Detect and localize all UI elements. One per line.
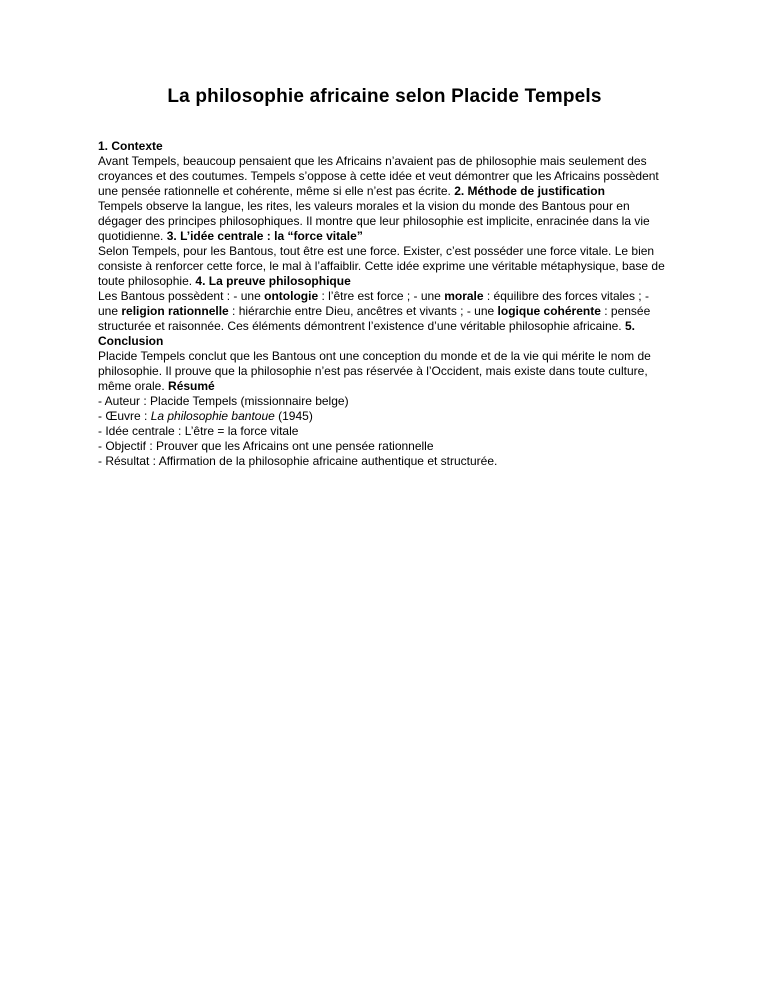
paragraph-idee-centrale xyxy=(98,244,671,289)
book-title-run: La philosophie bantoue xyxy=(150,409,275,423)
paragraph-preuve xyxy=(98,289,671,349)
text-run: Tempels observe la langue, les rites, les valeurs morales et la vision du monde des Bantous pour en dégager des principes philosophiques. Il montre que leur philosophie est implicite, enracinée dans la vie quotidienne. xyxy=(98,199,650,243)
text-run: : hiérarchie entre Dieu, ancêtres et vivants ; - une xyxy=(228,304,498,318)
text-run: (1945) xyxy=(274,409,313,423)
list-item-objectif xyxy=(98,439,671,454)
inline-heading-idee-centrale: 3. L’idée centrale : la “force vitale” xyxy=(166,229,363,243)
text-run: Les Bantous possèdent : - une xyxy=(98,289,265,303)
inline-heading-conclusion: 5. Conclusion xyxy=(98,319,635,348)
text-run: - Résultat : Affirmation de la philosophie africaine authentique et structurée. xyxy=(98,454,498,468)
list-item-oeuvre xyxy=(98,409,671,424)
paragraph-conclusion xyxy=(98,349,671,394)
text-run: Placide Tempels conclut que les Bantous ont une conception du monde et de la vie qui mérite le nom de philosophie. Il prouve que la philosophie n’est pas réservée à l’Occident, mais existe dans toute culture, même orale. xyxy=(98,349,651,393)
heading-run: 1. Contexte xyxy=(98,139,163,153)
list-item-idee-centrale xyxy=(98,424,671,439)
term-logique-coherente: logique cohérente xyxy=(497,304,601,318)
text-run: : l’être est force ; - une xyxy=(318,289,445,303)
document-body xyxy=(98,139,671,469)
list-item-auteur xyxy=(98,394,671,409)
section-heading-contexte xyxy=(98,139,671,154)
inline-heading-preuve: 4. La preuve philosophique xyxy=(195,274,351,288)
text-run: - Œuvre : xyxy=(98,409,151,423)
paragraph-methode xyxy=(98,199,671,244)
inline-heading-methode: 2. Méthode de justification xyxy=(454,184,605,198)
text-run: Avant Tempels, beaucoup pensaient que les Africains n’avaient pas de philosophie mais seulement des croyances et des coutumes. Tempels s’oppose à cette idée et veut démontrer que les Africains possèdent une pensée rationnelle et cohérente, même si elle n’est pas écrite. xyxy=(98,154,659,198)
document-title: La philosophie africaine selon Placide Tempels xyxy=(167,86,602,107)
term-morale: morale xyxy=(444,289,484,303)
text-run: : équilibre des forces vitales ; - une xyxy=(98,289,649,318)
inline-heading-resume: Résumé xyxy=(168,379,215,393)
text-run: - Auteur : Placide Tempels (missionnaire belge) xyxy=(98,394,349,408)
text-run: - Idée centrale : L’être = la force vitale xyxy=(98,424,299,438)
text-run: : pensée structurée et raisonnée. Ces éléments démontrent l’existence d’une véritable philosophie africaine. xyxy=(98,304,651,333)
paragraph-contexte xyxy=(98,154,671,199)
list-item-resultat xyxy=(98,454,671,469)
term-ontologie: ontologie xyxy=(264,289,319,303)
term-religion-rationnelle: religion rationnelle xyxy=(121,304,229,318)
text-run: - Objectif : Prouver que les Africains ont une pensée rationnelle xyxy=(98,439,434,453)
text-run: Selon Tempels, pour les Bantous, tout être est une force. Exister, c’est posséder une force vitale. Le bien consiste à renforcer cette force, le mal à l’affaiblir. Cette idée exprime une véritable métaphysique, base de toute philosophie. xyxy=(98,244,665,288)
